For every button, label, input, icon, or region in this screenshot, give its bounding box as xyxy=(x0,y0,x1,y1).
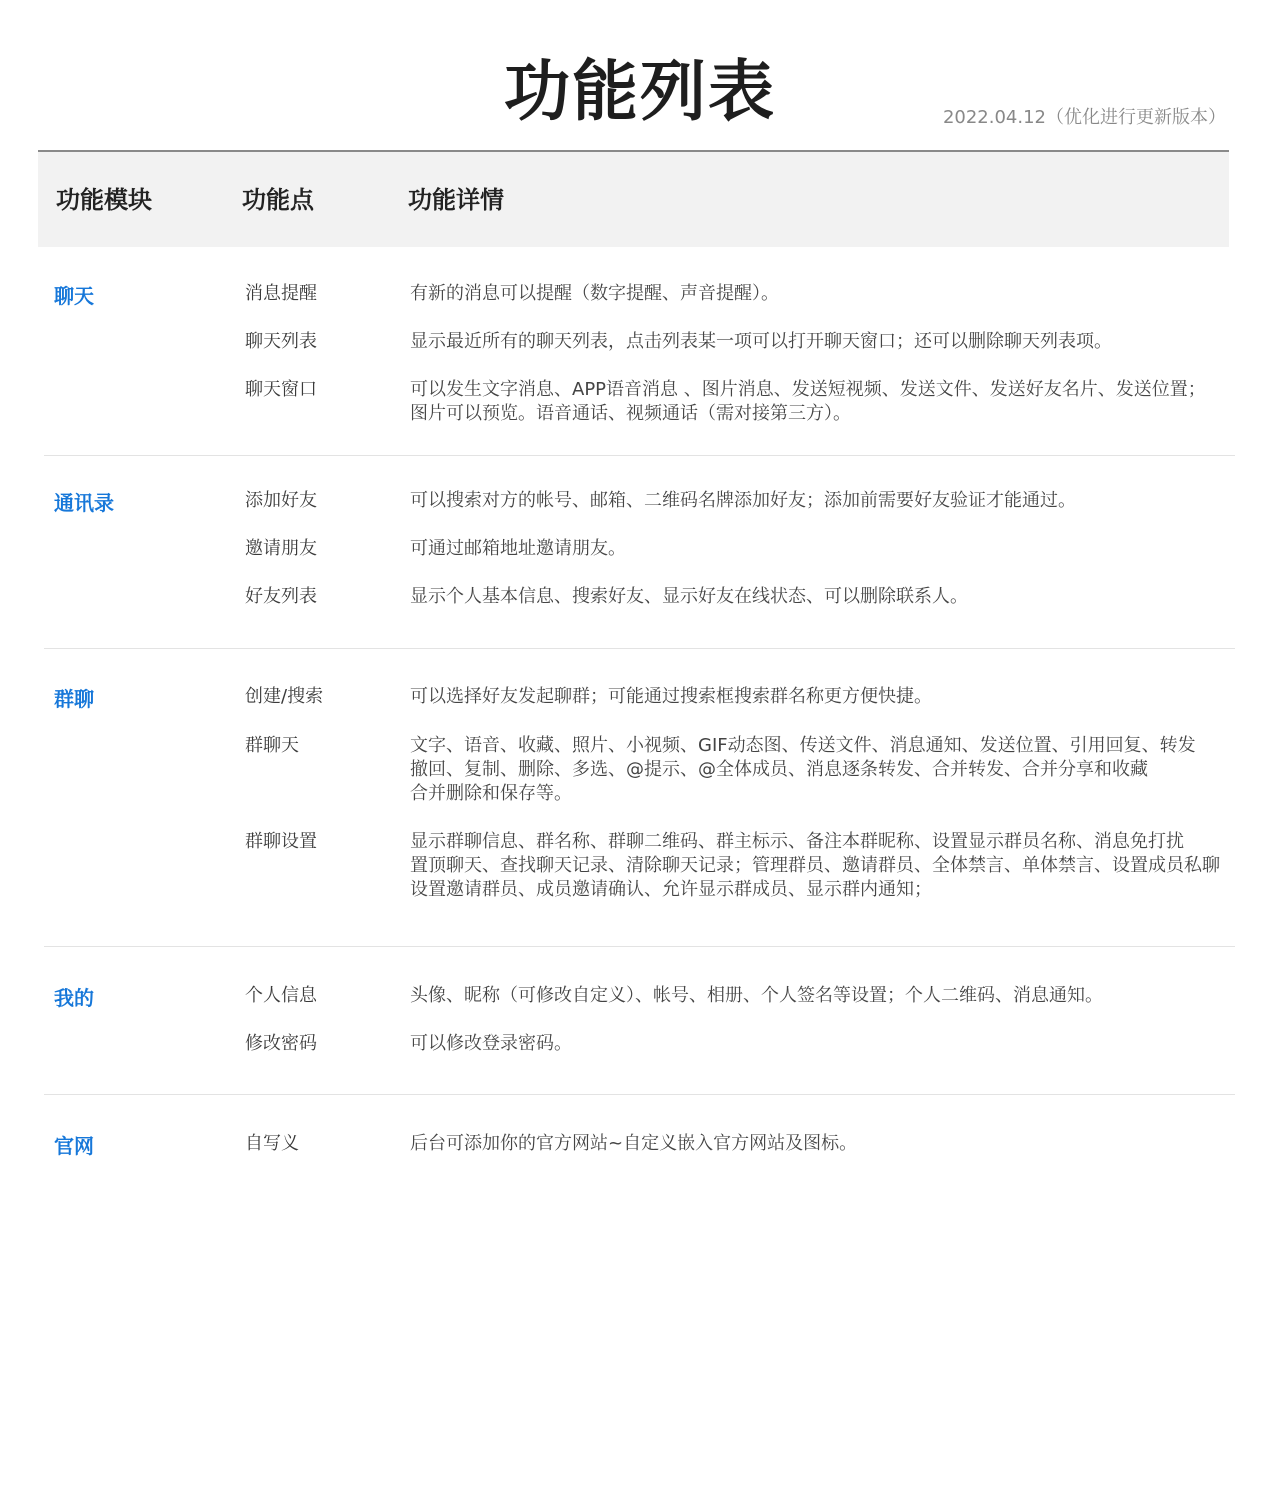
detail-line: 头像、昵称（可修改自定义）、帐号、相册、个人签名等设置；个人二维码、消息通知。 xyxy=(410,985,1103,1006)
section-me xyxy=(44,984,1235,1095)
feature-detail xyxy=(410,378,1230,426)
detail-line: 可以发生文字消息、APP语音消息 、图片消息、发送短视频、发送文件、发送好友名片、发送位置； xyxy=(410,379,1206,400)
feature-detail xyxy=(410,734,1230,806)
detail-line: 后台可添加你的官方网站~自定义嵌入官方网站及图标。 xyxy=(410,1133,858,1154)
feature-detail xyxy=(410,330,1230,354)
feature-list xyxy=(44,984,1235,1056)
feature-row xyxy=(44,282,1235,306)
detail-line: 可以选择好友发起聊群；可能通过搜索框搜索群名称更方便快捷。 xyxy=(410,686,932,707)
feature-detail xyxy=(410,685,1230,709)
feature-point: 好友列表 xyxy=(245,586,317,607)
feature-list xyxy=(44,685,1235,902)
feature-row xyxy=(44,1032,1235,1056)
feature-row xyxy=(44,984,1235,1008)
feature-detail xyxy=(410,1032,1230,1056)
detail-line: 文字、语音、收藏、照片、小视频、GIF动态图、传送文件、消息通知、发送位置、引用回复、转发 xyxy=(410,735,1196,756)
header-point: 功能点 xyxy=(242,186,314,214)
detail-line: 可以修改登录密码。 xyxy=(410,1033,572,1054)
feature-row xyxy=(44,489,1235,513)
feature-row xyxy=(44,734,1235,806)
feature-detail xyxy=(410,537,1230,561)
version-note: 2022.04.12（优化进行更新版本） xyxy=(942,107,1226,128)
page-title: 功能列表 xyxy=(504,53,776,130)
detail-line: 可以搜索对方的帐号、邮箱、二维码名牌添加好友；添加前需要好友验证才能通过。 xyxy=(410,490,1076,511)
detail-line: 显示最近所有的聊天列表，点击列表某一项可以打开聊天窗口；还可以删除聊天列表项。 xyxy=(410,331,1112,352)
feature-row xyxy=(44,585,1235,609)
feature-point: 消息提醒 xyxy=(245,283,317,304)
detail-line: 置顶聊天、查找聊天记录、清除聊天记录；管理群员、邀请群员、全体禁言、单体禁言、设置成员私聊 xyxy=(410,855,1220,876)
module-name: 聊天 xyxy=(54,284,94,308)
feature-point: 聊天窗口 xyxy=(245,379,317,400)
header-module: 功能模块 xyxy=(56,186,152,214)
feature-point: 聊天列表 xyxy=(245,331,317,352)
feature-point: 个人信息 xyxy=(245,985,317,1006)
feature-row xyxy=(44,830,1235,902)
feature-detail xyxy=(410,585,1230,609)
feature-point: 邀请朋友 xyxy=(245,538,317,559)
feature-point: 修改密码 xyxy=(245,1033,317,1054)
feature-point: 群聊天 xyxy=(245,735,299,756)
detail-line: 设置邀请群员、成员邀请确认、允许显示群成员、显示群内通知； xyxy=(410,879,932,900)
feature-point: 创建/搜索 xyxy=(245,686,324,707)
section-group-chat xyxy=(44,685,1235,947)
table-header xyxy=(38,150,1229,247)
detail-line: 图片可以预览。语音通话、视频通话（需对接第三方）。 xyxy=(410,403,851,424)
feature-point: 群聊设置 xyxy=(245,831,317,852)
detail-line: 可通过邮箱地址邀请朋友。 xyxy=(410,538,626,559)
section-official-site xyxy=(44,1132,1235,1172)
module-name: 我的 xyxy=(54,986,94,1010)
feature-detail xyxy=(410,489,1230,513)
feature-row xyxy=(44,378,1235,426)
section-contacts xyxy=(44,489,1235,649)
detail-line: 显示群聊信息、群名称、群聊二维码、群主标示、备注本群昵称、设置显示群员名称、消息免打扰 xyxy=(410,831,1184,852)
module-name: 官网 xyxy=(54,1134,94,1158)
feature-detail xyxy=(410,830,1230,902)
feature-list xyxy=(44,282,1235,426)
feature-detail xyxy=(410,984,1230,1008)
feature-row xyxy=(44,685,1235,709)
module-name: 群聊 xyxy=(54,687,94,711)
feature-list xyxy=(44,489,1235,609)
detail-line: 有新的消息可以提醒（数字提醒、声音提醒）。 xyxy=(410,283,779,304)
header-detail: 功能详情 xyxy=(408,186,504,214)
feature-detail xyxy=(410,1132,1230,1156)
module-name: 通讯录 xyxy=(54,491,114,515)
section-chat xyxy=(44,282,1235,456)
detail-line: 显示个人基本信息、搜索好友、显示好友在线状态、可以删除联系人。 xyxy=(410,586,968,607)
feature-point: 自写义 xyxy=(245,1133,299,1154)
feature-row xyxy=(44,1132,1235,1156)
feature-point: 添加好友 xyxy=(245,490,317,511)
detail-line: 合并删除和保存等。 xyxy=(410,783,572,804)
feature-row xyxy=(44,330,1235,354)
feature-detail xyxy=(410,282,1230,306)
feature-list xyxy=(44,1132,1235,1156)
detail-line: 撤回、复制、删除、多选、@提示、@全体成员、消息逐条转发、合并转发、合并分享和收藏 xyxy=(410,759,1148,780)
feature-row xyxy=(44,537,1235,561)
